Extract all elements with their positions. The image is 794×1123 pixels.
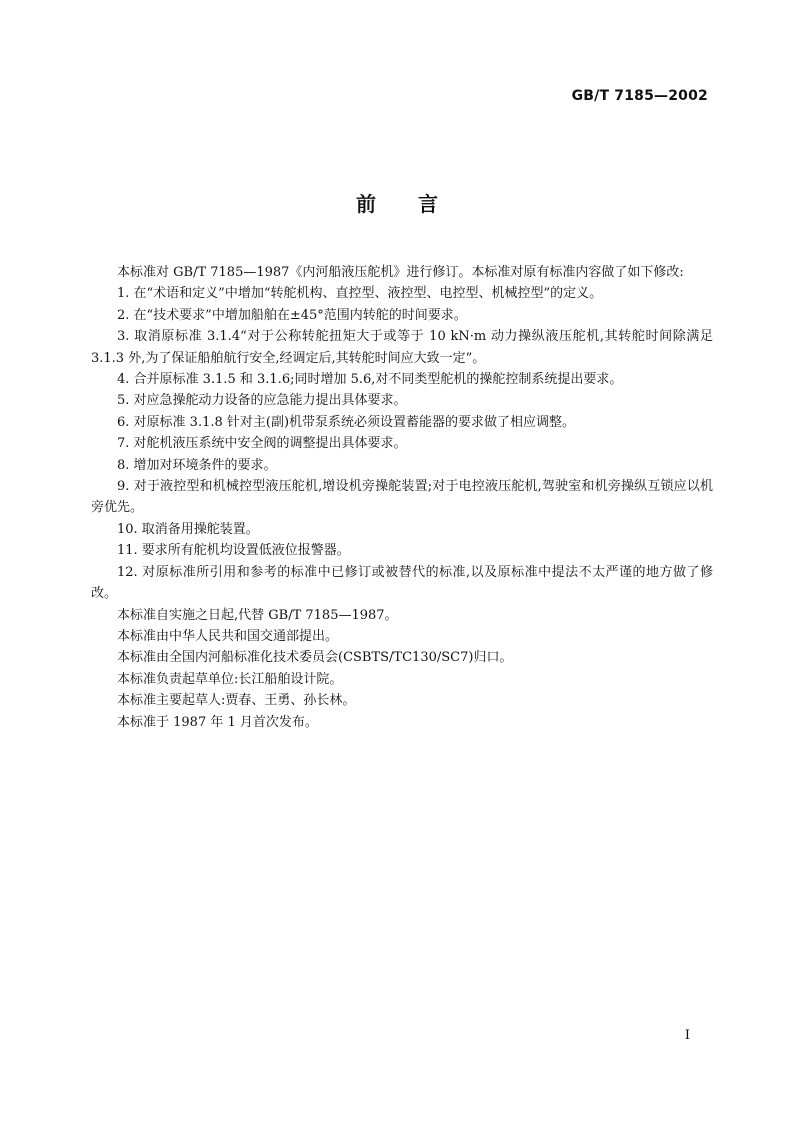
- paragraph-item-4: 4. 合并原标准 3.1.5 和 3.1.6;同时增加 5.6,对不同类型舵机的操舵控制系统提出要求。: [117, 372, 623, 388]
- paragraph-committee: 本标准由全国内河船标准化技术委员会(CSBTS/TC130/SC7)归口。: [117, 650, 513, 666]
- paragraph-item-3: 3. 取消原标准 3.1.4“对于公称转舵扭矩大于或等于 10 kN·m 动力操纵液压舵机,其转舵时间除满足 3.1.3 外,为了保证船舶航行安全,经调定后,其转舵时间应大致一定”。: [91, 329, 713, 366]
- paragraph-drafters: 本标准主要起草人:贾春、王勇、孙长林。: [117, 693, 356, 709]
- paragraph-item-7: 7. 对舵机液压系统中安全阀的调整提出具体要求。: [117, 436, 407, 452]
- page-title: 前言: [356, 192, 480, 216]
- paragraph-replacement: 本标准自实施之日起,代替 GB/T 7185—1987。: [117, 607, 398, 623]
- paragraph-item-1: 1. 在“术语和定义”中增加“转舵机构、直控型、液控型、电控型、机械控型”的定义。: [117, 286, 603, 302]
- paragraph-drafting-unit: 本标准负责起草单位:长江船舶设计院。: [117, 671, 343, 687]
- paragraph-item-12: 12. 对原标准所引用和参考的标准中已修订或被替代的标准,以及原标准中提法不太严谨的地方做了修改。: [91, 564, 713, 602]
- paragraph-proposer: 本标准由中华人民共和国交通部提出。: [117, 628, 339, 644]
- paragraph-item-2: 2. 在“技术要求”中增加船舶在±45°范围内转舵的时间要求。: [117, 307, 467, 323]
- standard-code: GB/T 7185—2002: [571, 88, 708, 104]
- paragraph-item-6: 6. 对原标准 3.1.8 针对主(副)机带泵系统必须设置蓄能器的要求做了相应调整。: [117, 414, 576, 430]
- paragraph-item-10: 10. 取消备用操舵装置。: [117, 521, 259, 537]
- paragraph-item-11: 11. 要求所有舵机均设置低液位报警器。: [117, 543, 350, 559]
- foreword-body: [91, 262, 713, 733]
- paragraph-intro: 本标准对 GB/T 7185—1987《内河船液压舵机》进行修订。本标准对原有标准内容做了如下修改:: [117, 265, 684, 280]
- paragraph-item-8: 8. 增加对环境条件的要求。: [117, 457, 277, 473]
- paragraph-item-5: 5. 对应急操舵动力设备的应急能力提出具体要求。: [117, 393, 407, 409]
- paragraph-first-release: 本标准于 1987 年 1 月首次发布。: [117, 714, 318, 730]
- paragraph-item-9: 9. 对于液控型和机械控型液压舵机,增设机旁操舵装置;对于电控液压舵机,驾驶室和机旁操纵互锁应以机旁优先。: [91, 479, 713, 516]
- page-number: I: [684, 1028, 690, 1043]
